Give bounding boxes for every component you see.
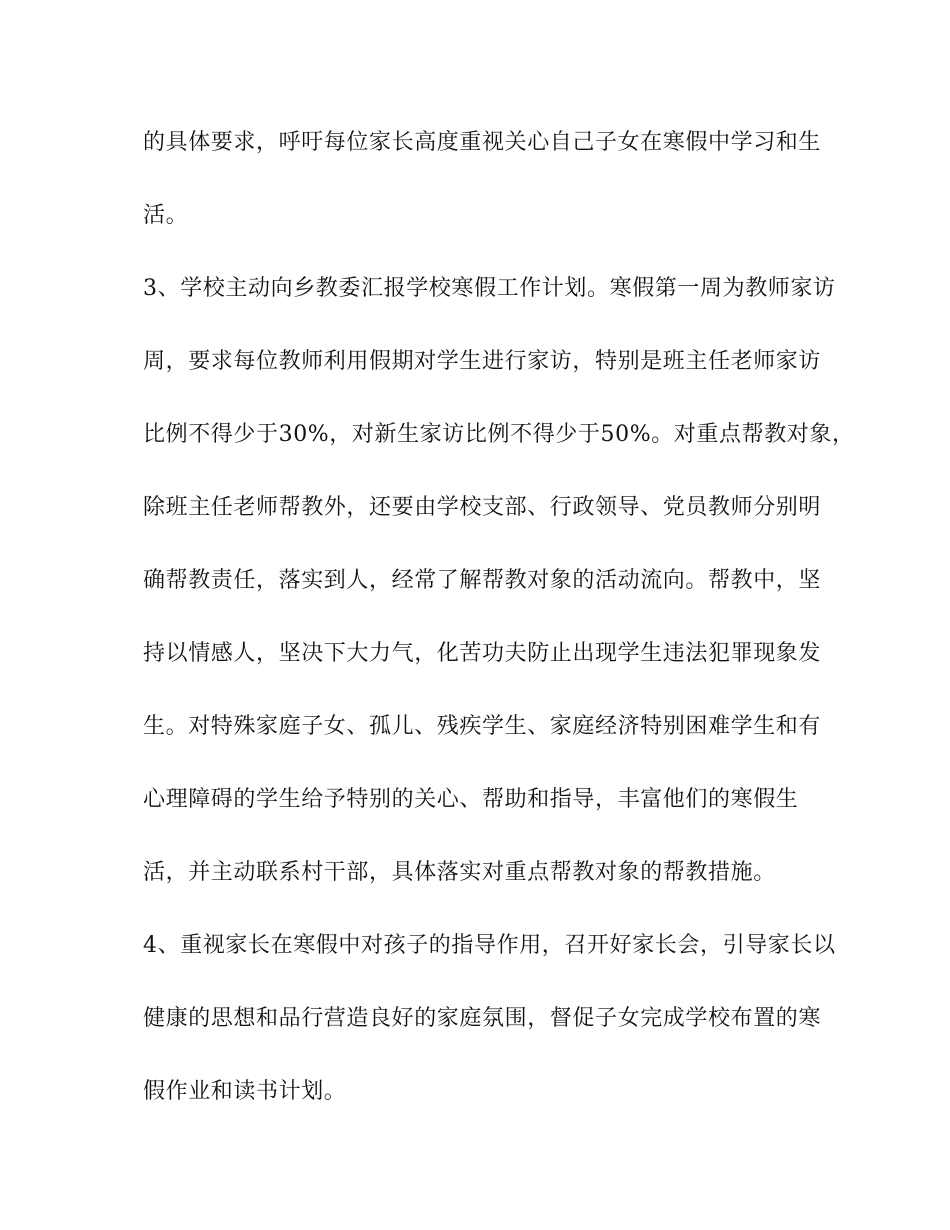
text-line: 除班主任老师帮教外，还要由学校支部、行政领导、党员教师分别明 [143,495,822,520]
text-line: 4、重视家长在寒假中对孩子的指导作用，召开好家长会，引导家长以 [143,933,836,958]
text-line: 活，并主动联系村干部，具体落实对重点帮教对象的帮教措施。 [143,860,776,885]
text-line: 活。 [143,203,189,228]
text-line: 比例不得少于30%，对新生家访比例不得少于50%。对重点帮教对象， [143,422,855,447]
text-line: 3、学校主动向乡教委汇报学校寒假工作计划。寒假第一周为教师家访 [143,276,836,301]
text-line: 确帮教责任，落实到人，经常了解帮教对象的活动流向。帮教中，坚 [143,568,822,593]
text-line: 的具体要求，呼吁每位家长高度重视关心自己子女在寒假中学习和生 [143,130,822,155]
text-line: 持以情感人，坚决下大力气，化苦功夫防止出现学生违法犯罪现象发 [143,641,822,666]
text-line: 周，要求每位教师利用假期对学生进行家访，特别是班主任老师家访 [143,349,822,374]
text-line: 生。对特殊家庭子女、孤儿、残疾学生、家庭经济特别困难学生和有 [143,714,822,739]
text-line: 心理障碍的学生给予特别的关心、帮助和指导，丰富他们的寒假生 [143,787,799,812]
text-line: 健康的思想和品行营造良好的家庭氛围，督促子女完成学校布置的寒 [143,1006,822,1031]
text-line: 假作业和读书计划。 [143,1079,347,1104]
